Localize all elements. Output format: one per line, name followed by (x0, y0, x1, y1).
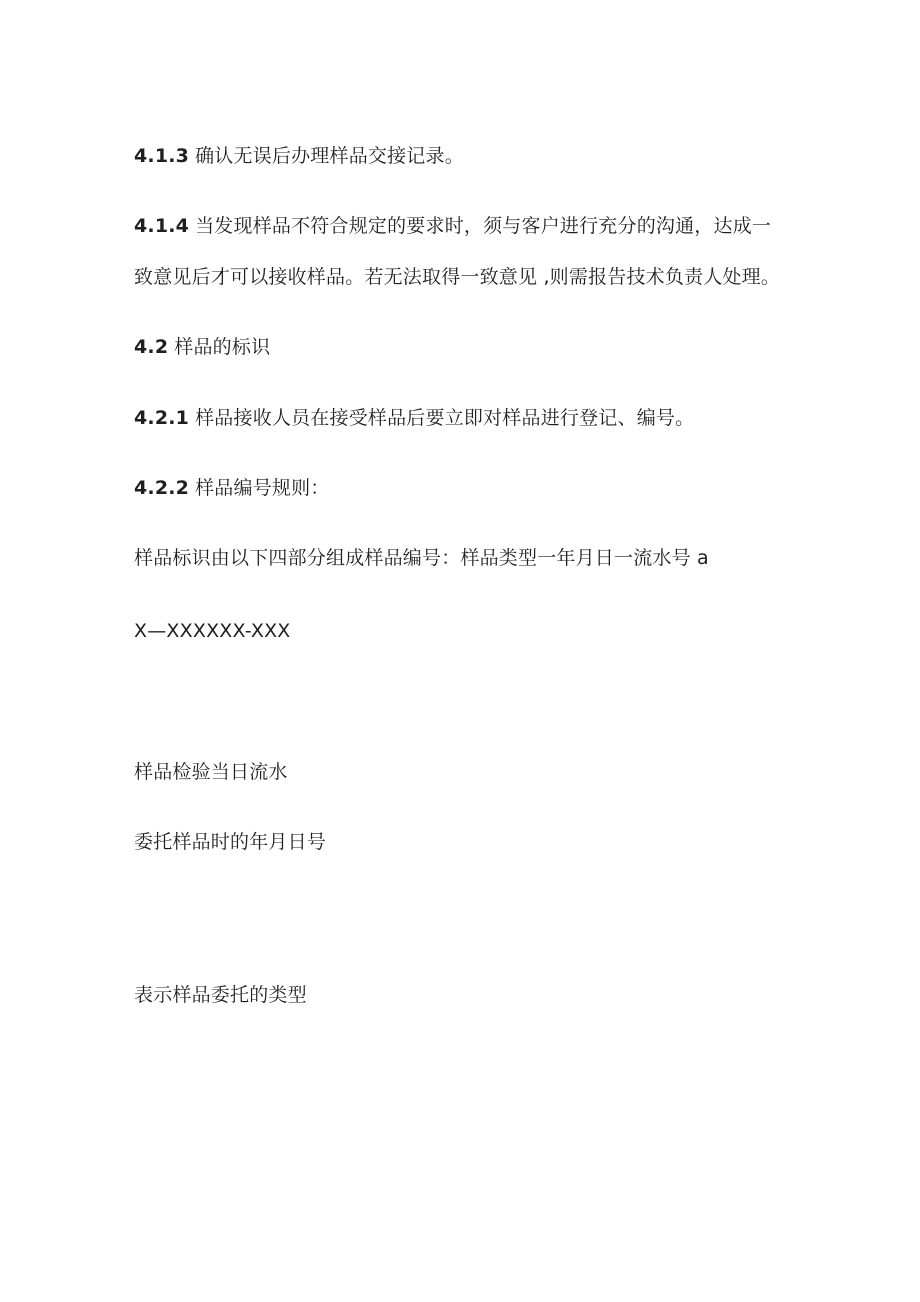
clause-4-2-2 (134, 475, 814, 501)
clause-number: 4.2.2 (134, 477, 190, 499)
section-number: 4.2 (134, 336, 169, 358)
clause-4-2-1 (134, 405, 814, 431)
rule-description: 样品标识由以下四部分组成样品编号：样品类型一年月日一流水号 a (134, 547, 709, 569)
label-commission-date: 委托样品时的年月日号 (134, 831, 327, 853)
clause-number: 4.2.1 (134, 407, 190, 429)
section-4-2-heading (134, 334, 814, 360)
section-title: 样品的标识 (174, 336, 271, 358)
clause-text: 确认无误后办理样品交接记录。 (195, 145, 464, 167)
clause-4-1-3 (134, 143, 814, 169)
clause-text: 样品编号规则： (195, 477, 330, 499)
clause-4-1-4-line-2 (134, 264, 814, 290)
clause-text: 样品接收人员在接受样品后要立即对样品进行登记、编号。 (195, 407, 695, 429)
number-format: X—XXXXXX-XXX (134, 620, 291, 642)
clause-text: 致意见后才可以接收样品。若无法取得一致意见 ,则需报告技术负责人处理。 (134, 266, 781, 288)
label-daily-serial: 样品检验当日流水 (134, 761, 288, 783)
label-sample-type: 表示样品委托的类型 (134, 984, 307, 1006)
clause-4-1-4-line-1 (134, 213, 814, 239)
clause-number: 4.1.3 (134, 145, 190, 167)
clause-text: 当发现样品不符合规定的要求时，须与客户进行充分的沟通，达成一 (195, 215, 772, 237)
clause-number: 4.1.4 (134, 215, 190, 237)
